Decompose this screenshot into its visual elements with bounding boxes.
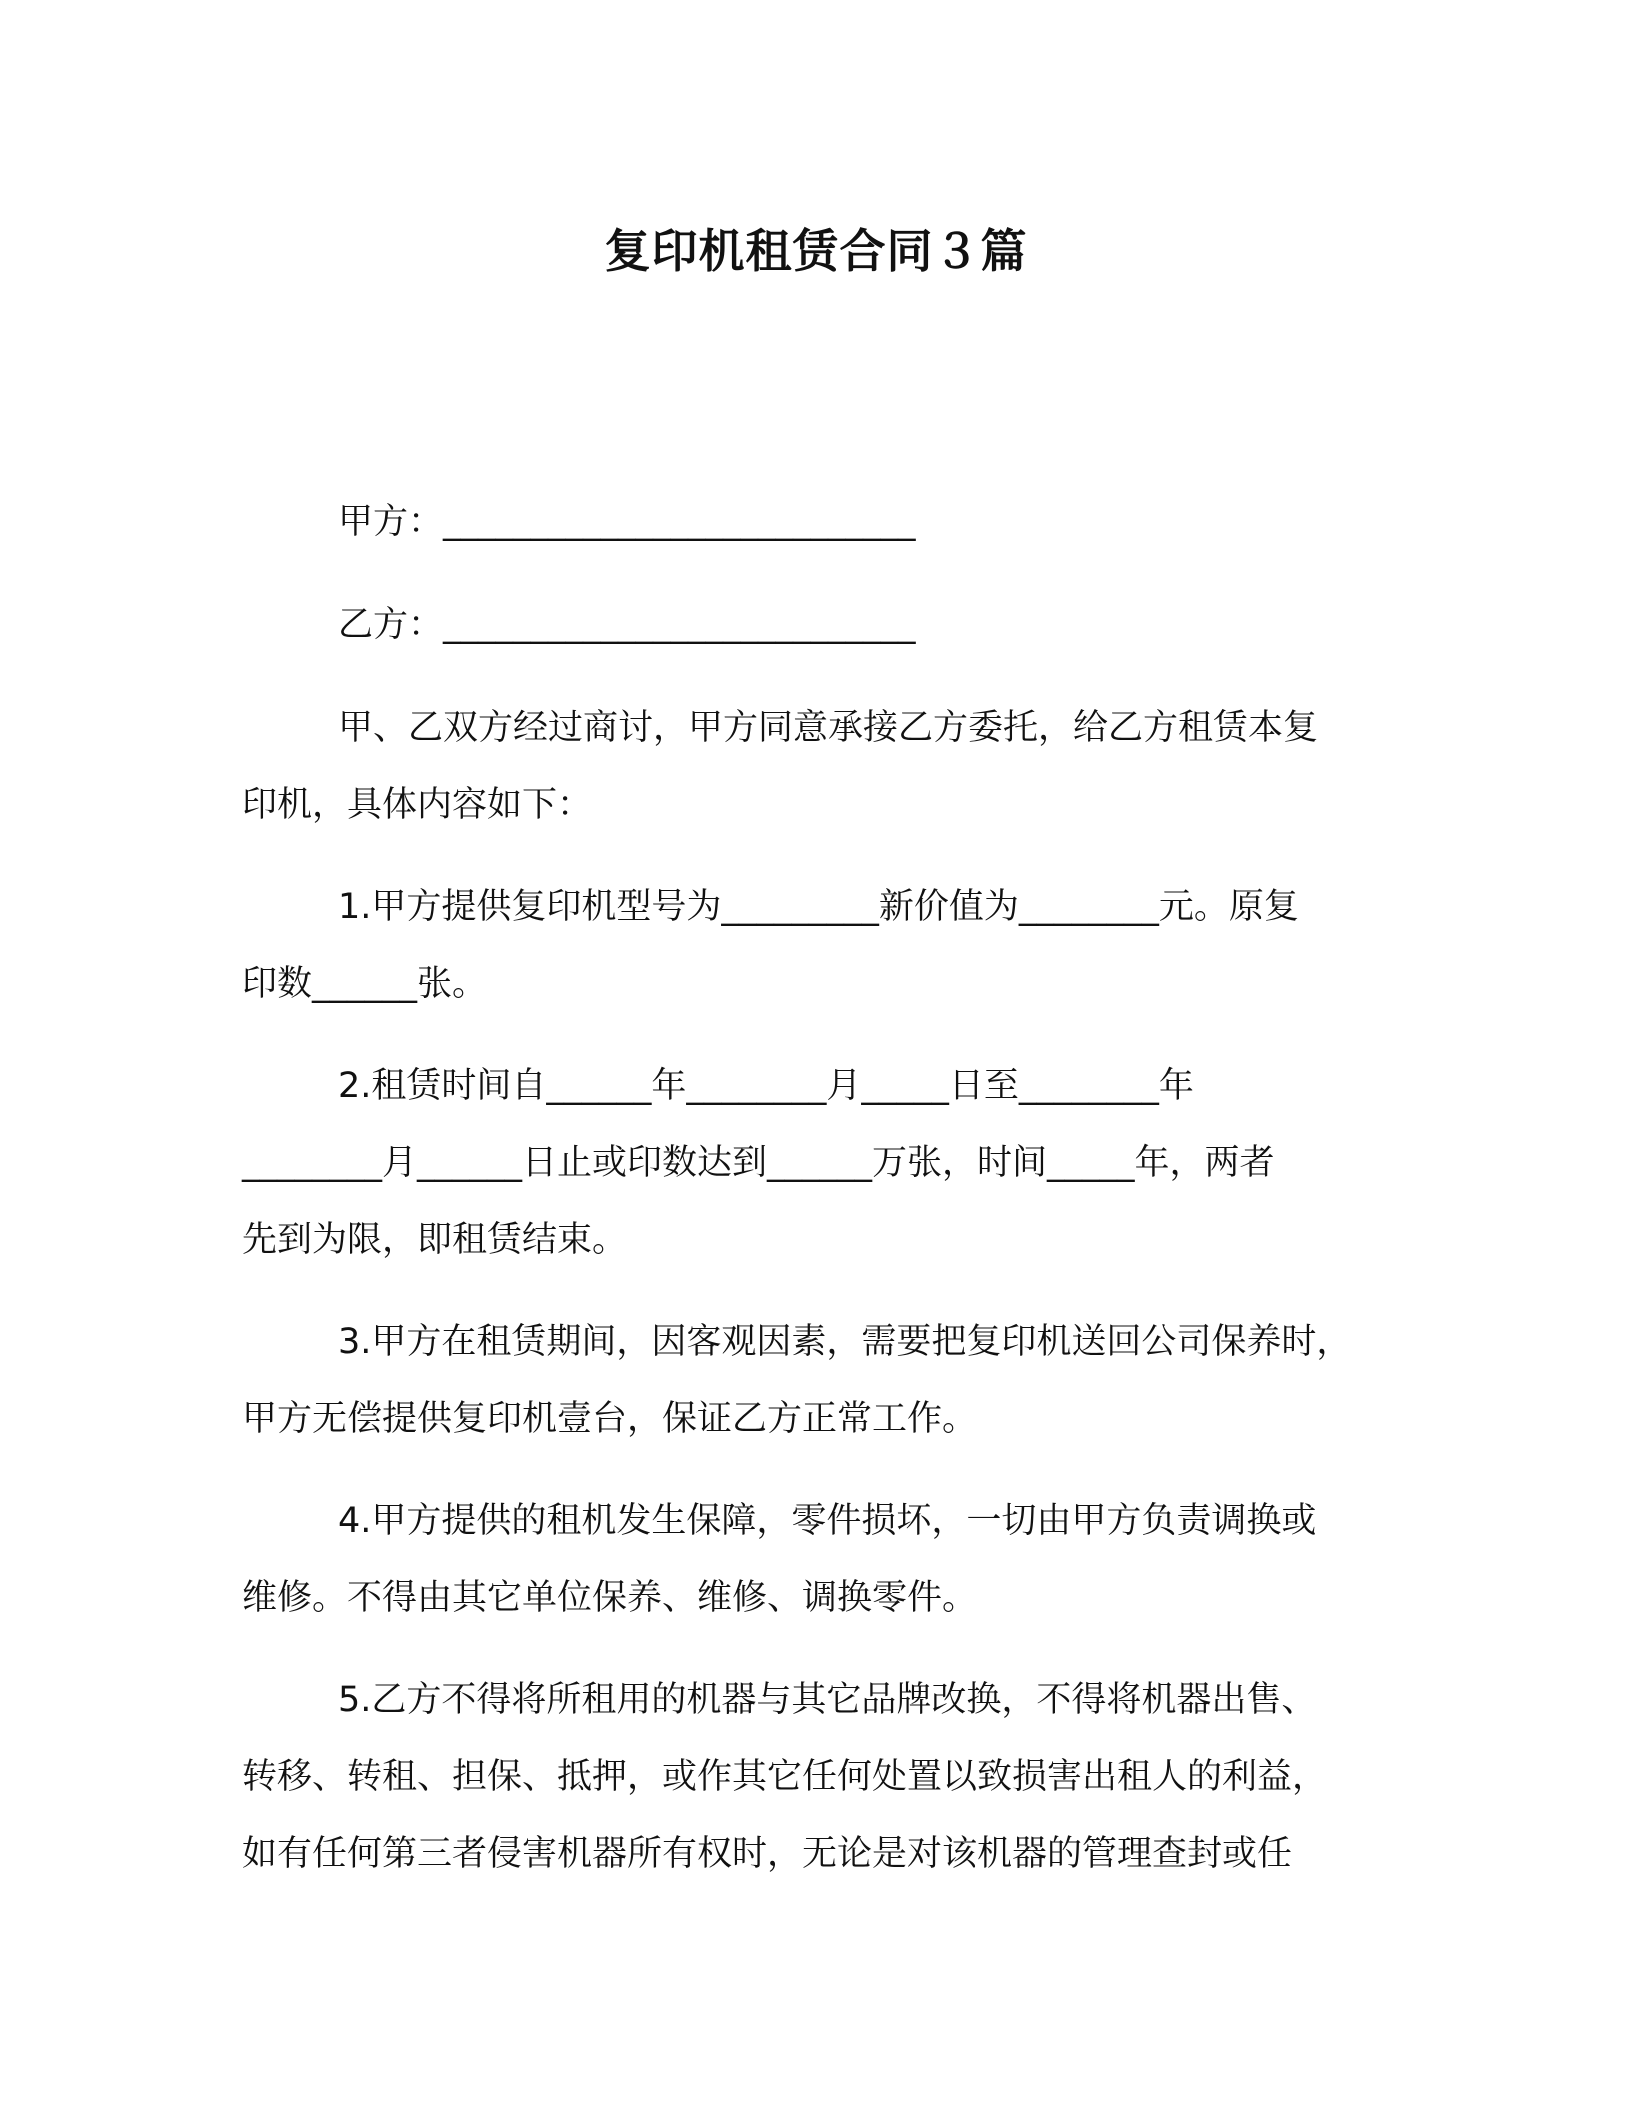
paragraph-line: 甲方无偿提供复印机壹台，保证乙方正常工作。 [242, 1399, 978, 1439]
paragraph-line: 先到为限，即租赁结束。 [242, 1220, 628, 1260]
document-title: 复印机租赁合同３篇 [604, 224, 1028, 278]
party-a-line: 甲方：___________________________ [338, 502, 916, 542]
paragraph-line: 2.租赁时间自______年________月_____日至________年 [338, 1066, 1194, 1106]
party-b-line: 乙方：___________________________ [338, 605, 916, 645]
paragraph-line: 印机，具体内容如下： [242, 785, 593, 825]
paragraph-line: 印数______张。 [242, 964, 488, 1004]
paragraph-line: 如有任何第三者侵害机器所有权时，无论是对该机器的管理查封或任 [242, 1834, 1293, 1874]
paragraph-line: 5.乙方不得将所租用的机器与其它品牌改换，不得将机器出售、 [338, 1680, 1317, 1720]
paragraph-line: 3.甲方在租赁期间，因客观因素，需要把复印机送回公司保养时， [338, 1322, 1352, 1362]
paragraph-line: 1.甲方提供复印机型号为_________新价值为________元。原复 [338, 887, 1299, 927]
paragraph-line: 甲、乙双方经过商讨，甲方同意承接乙方委托，给乙方租赁本复 [338, 708, 1319, 748]
paragraph-line: 转移、转租、担保、抵押，或作其它任何处置以致损害出租人的利益， [242, 1757, 1328, 1797]
paragraph-line: ________月______日止或印数达到______万张，时间_____年，两者 [242, 1143, 1275, 1183]
paragraph-line: 维修。不得由其它单位保养、维修、调换零件。 [242, 1578, 978, 1618]
paragraph-line: 4.甲方提供的租机发生保障，零件损坏，一切由甲方负责调换或 [338, 1501, 1317, 1541]
